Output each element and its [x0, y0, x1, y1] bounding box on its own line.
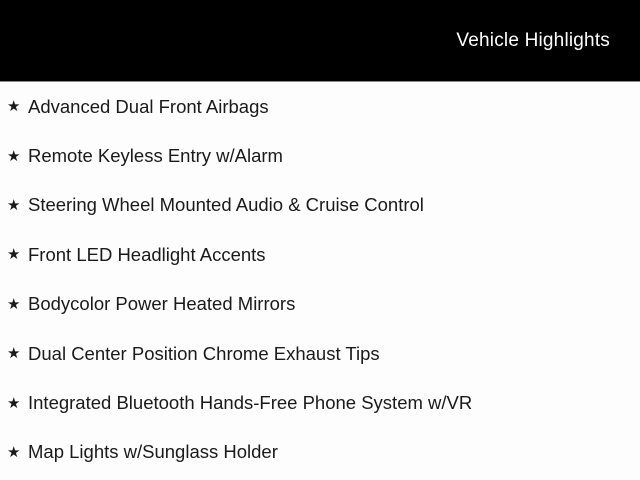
- list-item: [0, 280, 640, 329]
- list-item: [0, 428, 640, 477]
- star-icon: ★: [7, 394, 21, 412]
- highlight-label: Integrated Bluetooth Hands-Free Phone System w/VR: [28, 391, 473, 413]
- highlight-list: [0, 82, 640, 477]
- list-item: [0, 230, 640, 279]
- list-item: [0, 82, 640, 131]
- list-item: [0, 181, 640, 230]
- highlight-label: Map Lights w/Sunglass Holder: [28, 441, 278, 463]
- star-icon: ★: [7, 295, 21, 313]
- star-icon: ★: [7, 196, 21, 214]
- highlight-label: Dual Center Position Chrome Exhaust Tips: [28, 342, 380, 364]
- list-item: [0, 329, 640, 378]
- page-title: Vehicle Highlights: [456, 29, 610, 51]
- highlight-label: Steering Wheel Mounted Audio & Cruise Control: [28, 194, 424, 216]
- star-icon: ★: [7, 345, 21, 363]
- highlight-label: Bodycolor Power Heated Mirrors: [28, 293, 296, 315]
- highlight-label: Advanced Dual Front Airbags: [28, 95, 269, 117]
- list-item: [0, 131, 640, 180]
- star-icon: ★: [7, 443, 21, 461]
- highlight-label: Remote Keyless Entry w/Alarm: [28, 144, 283, 166]
- star-icon: ★: [7, 147, 21, 165]
- star-icon: ★: [7, 246, 21, 264]
- highlight-label: Front LED Headlight Accents: [28, 243, 266, 265]
- star-icon: ★: [7, 98, 21, 116]
- list-item: [0, 378, 640, 427]
- header-bar: [0, 0, 640, 82]
